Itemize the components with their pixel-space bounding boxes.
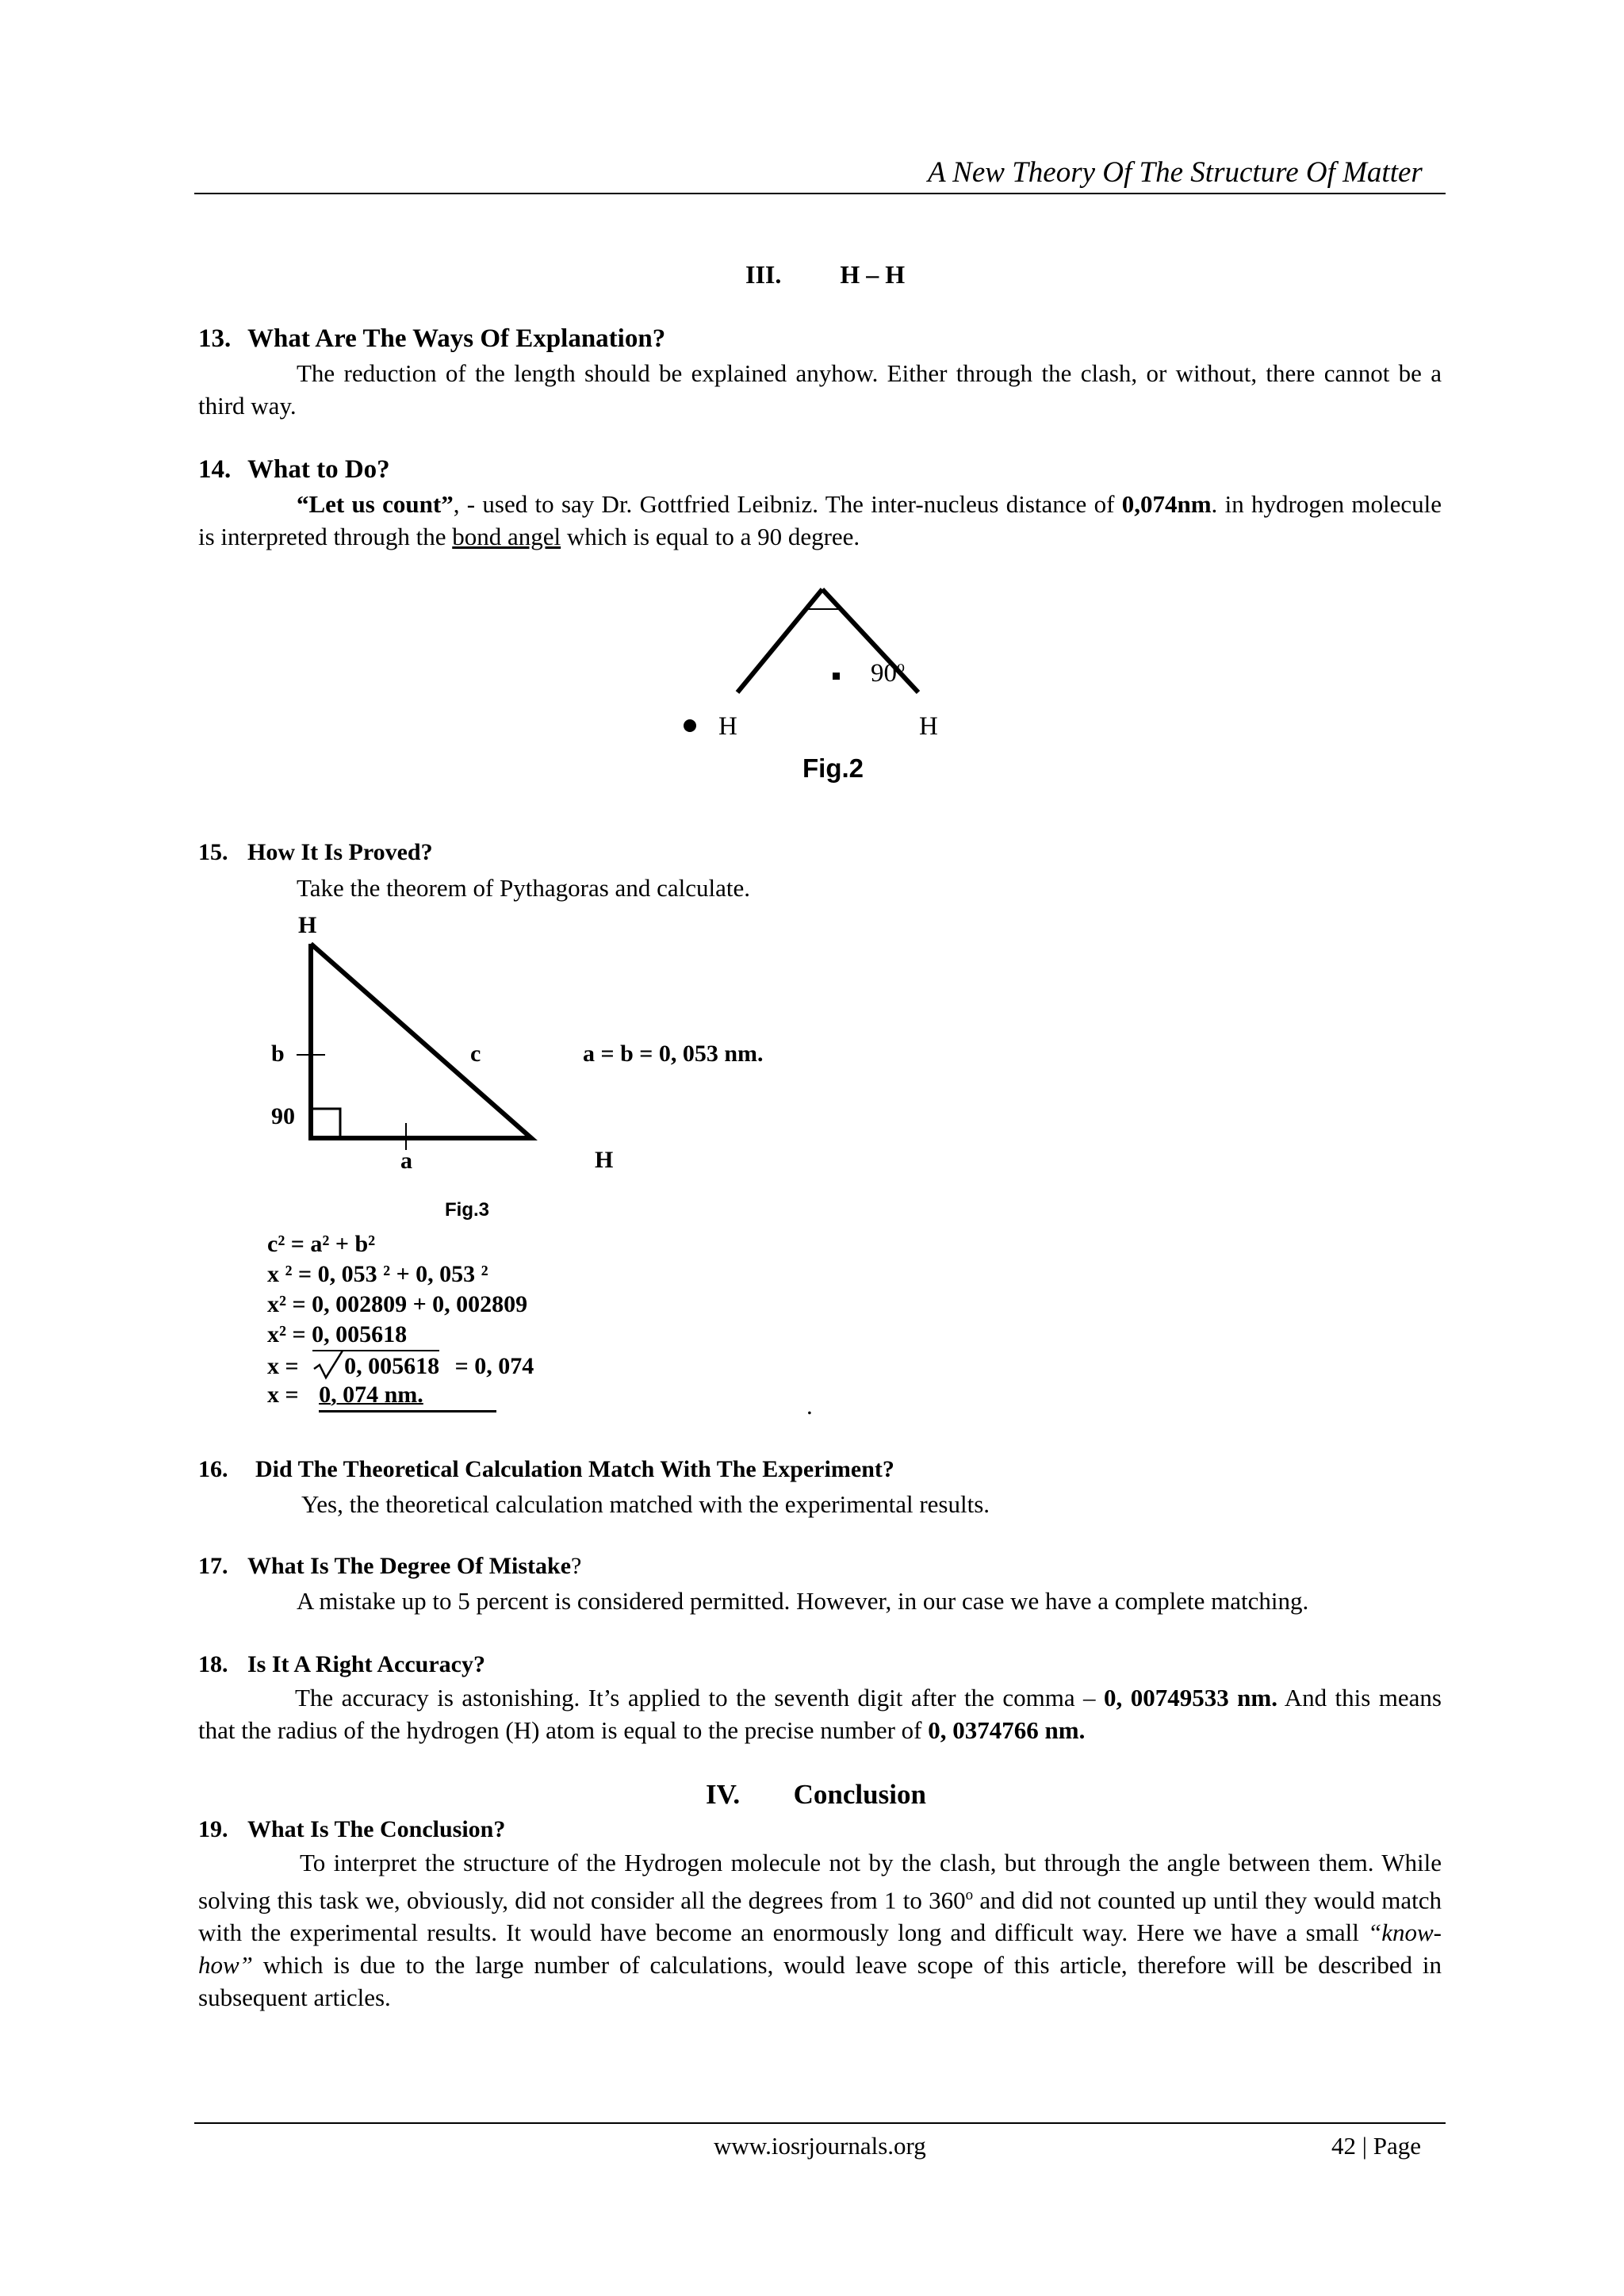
fig3-triangle-sides — [311, 944, 531, 1138]
q13-paragraph: The reduction of the length should be explained anyhow. Either through the clash, or without, there cannot be a third way. — [198, 359, 1442, 420]
calc-line-1: c² = a² + b² — [267, 1231, 376, 1257]
q17-number: 17. — [198, 1553, 228, 1579]
calc-line-4: x² = 0, 005618 — [267, 1321, 408, 1347]
q14-quote: “Let us count” — [297, 490, 454, 518]
footer-page-number: 42 | Page — [1331, 2132, 1421, 2160]
q18-heading — [198, 1651, 485, 1678]
section-4-numeral: IV. — [706, 1779, 741, 1810]
q18-value-a: 0, 00749533 nm. — [1104, 1684, 1277, 1711]
q14-text-b: . in hydrogen molecule is interpreted through the — [198, 490, 1442, 550]
q17-title: What Is The Degree Of Mistake — [247, 1553, 572, 1579]
q19-paragraph: To interpret the structure of the Hydrogen molecule not by the clash, but through the angle between them. While solving this task we, obviously, did not consider all the degrees from 1 to 360$^o$ and did not counted up until they would match with the experimental results. It would have become an enormously long and difficult way. Here we have a small “know-how” which is due to the large number of calculations, would leave scope of this article, therefore will be described in subsequent articles. — [198, 1849, 1442, 2012]
calc-line-3: x² = 0, 002809 + 0, 002809 — [267, 1291, 528, 1317]
section-3-heading — [745, 260, 905, 289]
q19-number: 19. — [198, 1816, 228, 1842]
fig2-caption: Fig.2 — [802, 753, 864, 783]
calc-sqrt: 0, 005618 — [312, 1350, 439, 1382]
q15-paragraph: Take the theorem of Pythagoras and calculate. — [297, 874, 750, 902]
q19-title: What Is The Conclusion? — [247, 1816, 506, 1842]
fig3-right-angle-label: 90 — [271, 1103, 295, 1129]
q13-number: 13. — [198, 324, 232, 353]
section-4-title: Conclusion — [793, 1779, 926, 1810]
q14-distance: 0,074nm — [1121, 490, 1212, 518]
q16-number: 16. — [198, 1456, 228, 1482]
fig3-side-a: a — [400, 1148, 412, 1174]
q18-paragraph: The accuracy is astonishing. It’s applied to the seventh digit after the comma – 0, 00749533 nm. And this means that the radius of the hydrogen (H) atom is equal to the precise number of 0, 0374766 nm. — [198, 1684, 1442, 1744]
calc-line-5: x = 0, 005618 = 0, 074 — [267, 1350, 600, 1382]
section-4-heading — [706, 1779, 926, 1811]
q14-title: What to Do? — [247, 455, 390, 484]
q16-title: Did The Theoretical Calculation Match With The Experiment? — [255, 1456, 894, 1482]
calc-line-2: x ² = 0, 053 ² + 0, 053 ² — [267, 1261, 488, 1287]
q17-heading — [198, 1553, 581, 1580]
q14-paragraph — [198, 488, 1442, 553]
q15-heading — [198, 839, 433, 866]
fig2-left-atom: H — [718, 712, 737, 741]
q18-number: 18. — [198, 1651, 228, 1677]
q15-title: How It Is Proved? — [247, 839, 433, 865]
fig2-right-atom: H — [919, 712, 938, 741]
q19-know-how: “know-how” — [198, 1918, 1442, 1980]
q16-heading — [198, 1456, 894, 1483]
q18-title: Is It A Right Accuracy? — [247, 1651, 485, 1677]
sqrt-icon — [312, 1350, 344, 1380]
q14-text-a: , - used to say Dr. Gottfried Leibniz. The inter-nucleus distance of — [453, 490, 1122, 518]
footer-website[interactable]: www.iosrjournals.org — [714, 2132, 926, 2160]
q13-heading — [198, 324, 665, 354]
header-rule — [194, 193, 1446, 194]
fig2-left-bond — [737, 589, 822, 692]
section-3-title: H – H — [840, 260, 906, 289]
q16-paragraph: Yes, the theoretical calculation matched with the experimental results. — [301, 1490, 990, 1518]
fig3-caption: Fig.3 — [445, 1199, 490, 1221]
q13-title: What Are The Ways Of Explanation? — [247, 324, 666, 353]
q19-heading — [198, 1816, 505, 1843]
q15-number: 15. — [198, 839, 228, 865]
fig3-top-vertex: H — [298, 912, 317, 938]
running-title: A New Theory Of The Structure Of Matter — [928, 156, 1423, 189]
fig3-side-b: b — [271, 1041, 285, 1067]
fig3-given-values: a = b = 0, 053 nm. — [583, 1041, 764, 1067]
q18-value-b: 0, 0374766 nm. — [928, 1716, 1086, 1744]
fig3-right-angle-box — [311, 1109, 340, 1138]
section-3-numeral: III. — [745, 260, 782, 289]
q14-number: 14. — [198, 455, 232, 484]
fig3-right-vertex: H — [595, 1147, 614, 1173]
q14-text-c: which is equal to a 90 degree. — [561, 523, 860, 550]
q14-heading — [198, 455, 390, 485]
stray-dot: . — [806, 1392, 813, 1420]
fig3-triangle — [285, 928, 547, 1150]
footer-rule — [194, 2122, 1446, 2124]
calc-result: 0, 074 nm. — [319, 1380, 496, 1412]
fig3-side-c: c — [470, 1041, 481, 1067]
fig2-diagram — [666, 579, 936, 714]
q14-bond-angel: bond angel — [452, 523, 561, 550]
fig2-angle-label: 90$^o$ — [871, 658, 905, 688]
q17-title-end: ? — [571, 1553, 582, 1579]
fig2-dot — [684, 719, 696, 732]
fig2-right-angle-marker — [833, 673, 840, 680]
calc-line-6: x = 0, 074 nm. — [267, 1380, 496, 1412]
q17-paragraph: A mistake up to 5 percent is considered permitted. However, in our case we have a complete matching. — [297, 1587, 1309, 1615]
